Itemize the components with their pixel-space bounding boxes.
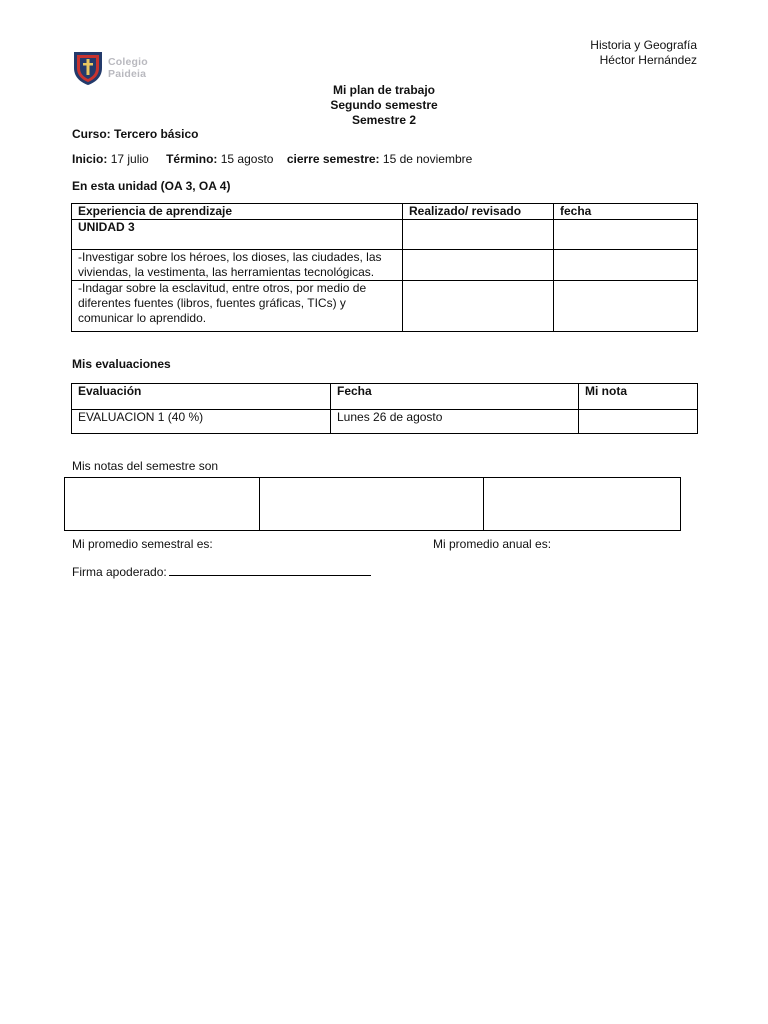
evaluation-grade[interactable] <box>579 410 698 434</box>
col-evaluation: Evaluación <box>72 384 331 410</box>
evaluation-name: EVALUACION 1 (40 %) <box>72 410 331 434</box>
start-value: 17 julio <box>110 152 149 166</box>
plan-table-header <box>72 204 698 220</box>
school-logo <box>72 48 160 88</box>
evaluations-table <box>71 383 698 434</box>
school-crest-icon <box>72 50 104 86</box>
table-row <box>72 410 698 434</box>
course-label: Curso: <box>72 127 111 141</box>
col-eval-date: Fecha <box>331 384 579 410</box>
done-cell[interactable] <box>403 250 554 281</box>
evaluation-date: Lunes 26 de agosto <box>331 410 579 434</box>
teacher-name: Héctor Hernández <box>599 53 697 67</box>
logo-text-line-1: Colegio <box>108 56 148 68</box>
table-row <box>72 220 698 250</box>
dates-line <box>72 152 472 166</box>
col-grade: Mi nota <box>579 384 698 410</box>
col-date: fecha <box>554 204 698 220</box>
col-done: Realizado/ revisado <box>403 204 554 220</box>
plan-table <box>71 203 698 332</box>
grades-label: Mis notas del semestre son <box>72 459 219 473</box>
close-value: 15 de noviembre <box>382 152 473 166</box>
evaluations-table-header <box>72 384 698 410</box>
table-row <box>72 281 698 332</box>
grade-box[interactable] <box>484 478 681 531</box>
semester-average-label: Mi promedio semestral es: <box>72 537 213 551</box>
document-title <box>0 83 768 128</box>
annual-average-label: Mi promedio anual es: <box>433 537 552 551</box>
title-line-3: Semestre 2 <box>351 113 417 127</box>
grade-box[interactable] <box>260 478 484 531</box>
date-cell[interactable] <box>554 281 698 332</box>
done-cell[interactable] <box>403 220 554 250</box>
end-label: Término: <box>166 152 218 166</box>
signature-label: Firma apoderado: <box>72 565 167 579</box>
done-cell[interactable] <box>403 281 554 332</box>
date-cell[interactable] <box>554 220 698 250</box>
date-cell[interactable] <box>554 250 698 281</box>
subject-name: Historia y Geografía <box>590 38 697 52</box>
start-label: Inicio: <box>72 152 108 166</box>
title-line-2: Segundo semestre <box>330 98 438 112</box>
col-experience: Experiencia de aprendizaje <box>72 204 403 220</box>
course-line <box>72 127 199 141</box>
unit-cell: UNIDAD 3 <box>72 220 403 250</box>
activity-cell: -Investigar sobre los héroes, los dioses, las ciudades, las viviendas, la vestimenta, las herramientas tecnológicas. <box>72 250 403 281</box>
activity-cell: -Indagar sobre la esclavitud, entre otros, por medio de diferentes fuentes (libros, fuentes gráficas, TICs) y comunicar lo aprendido. <box>72 281 403 332</box>
grade-box[interactable] <box>65 478 260 531</box>
table-row <box>72 250 698 281</box>
close-label: cierre semestre: <box>286 152 380 166</box>
logo-text-line-2: Paideia <box>108 68 147 80</box>
signature-line <box>72 563 371 579</box>
course-value: Tercero básico <box>114 127 199 141</box>
title-line-1: Mi plan de trabajo <box>332 83 435 97</box>
unit-heading: En esta unidad (OA 3, OA 4) <box>72 179 231 193</box>
evaluations-heading: Mis evaluaciones <box>72 357 171 371</box>
end-value: 15 agosto <box>220 152 274 166</box>
document-header <box>590 38 697 68</box>
table-row <box>65 478 681 531</box>
grades-table <box>64 477 681 531</box>
signature-field[interactable] <box>169 563 371 576</box>
